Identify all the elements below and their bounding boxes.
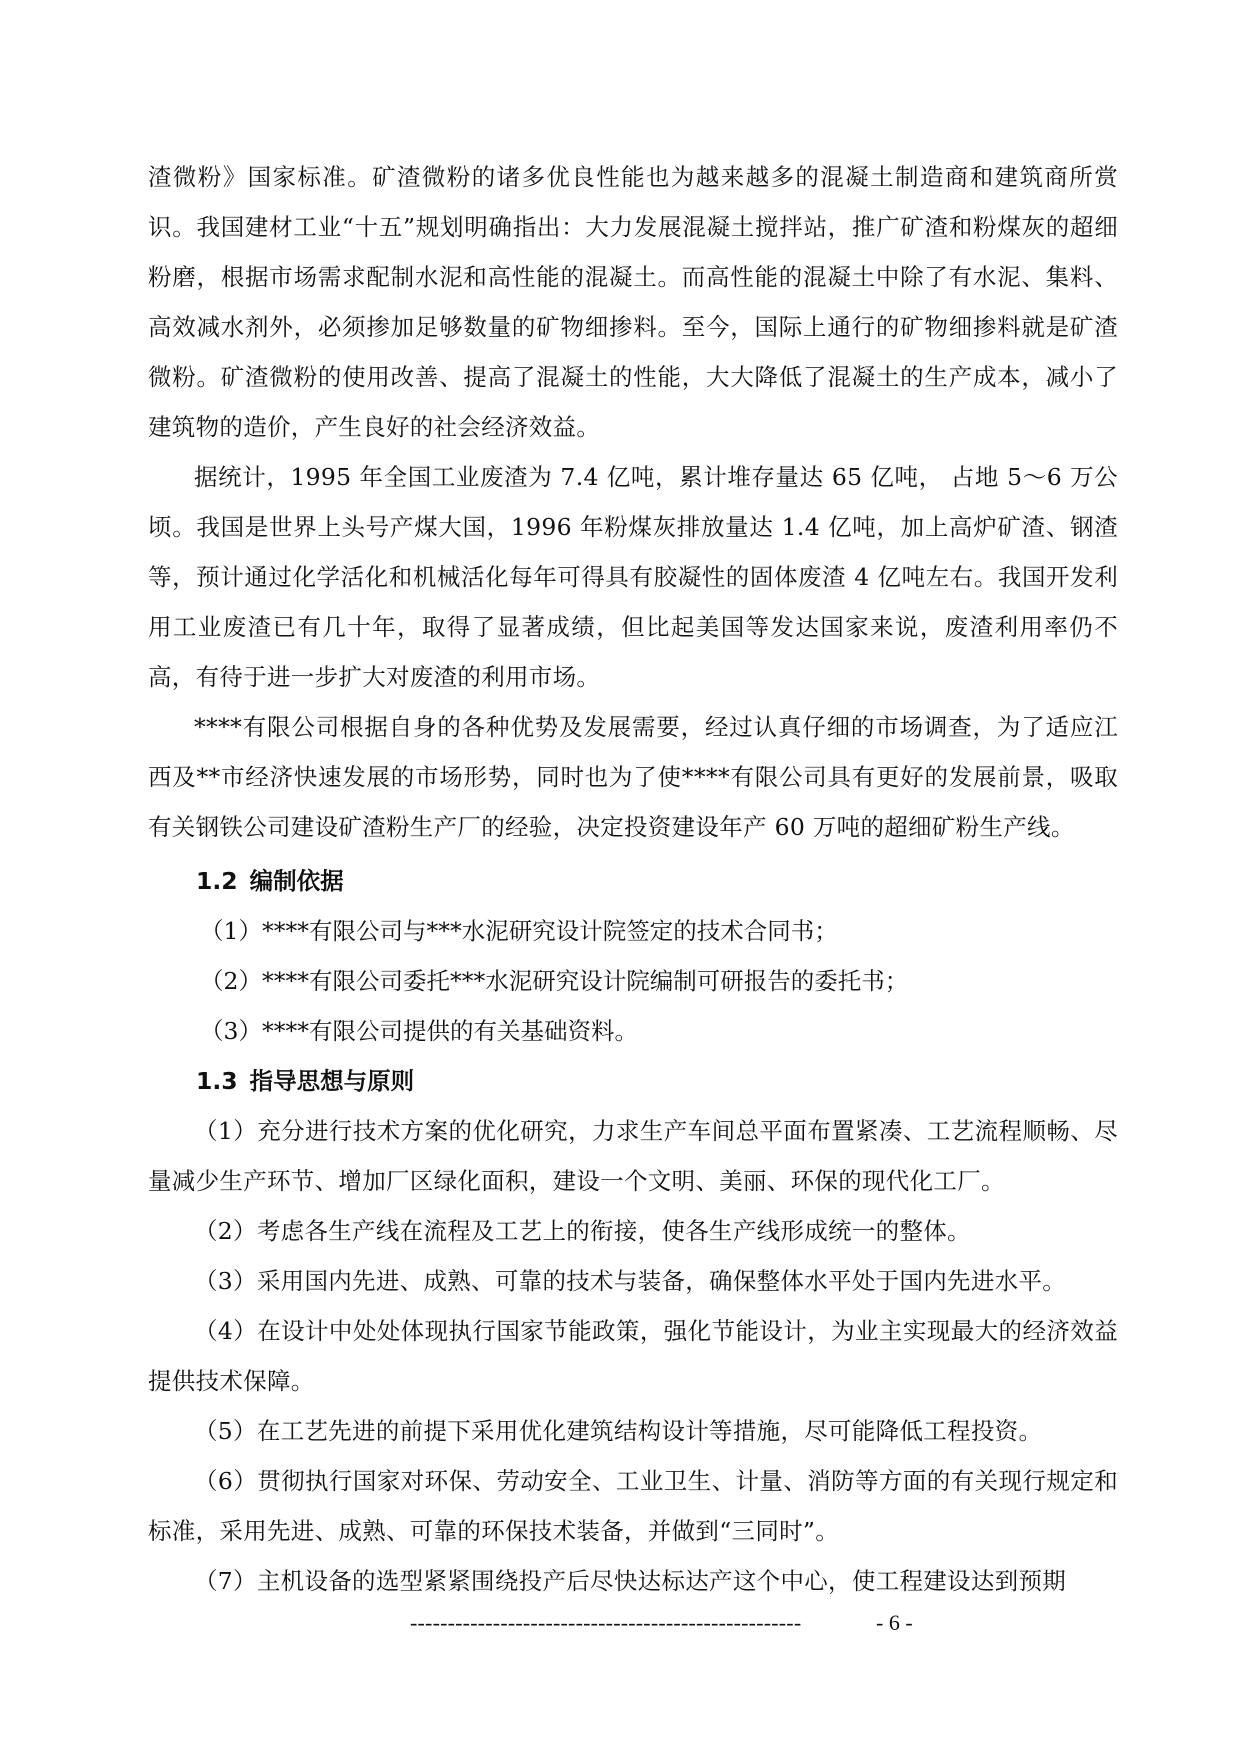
section-heading-1-2 <box>148 856 1118 906</box>
principle-item: （2）考虑各生产线在流程及工艺上的衔接，使各生产线形成统一的整体。 <box>194 1217 971 1245</box>
principle-item: （7）主机设备的选型紧紧围绕投产后尽快达标达产这个中心，使工程建设达到预期 <box>194 1567 1067 1595</box>
principle-item: （5）在工艺先进的前提下采用优化建筑结构设计等措施，尽可能降低工程投资。 <box>194 1417 1043 1445</box>
body-paragraph: 渣微粉》国家标准。矿渣微粉的诸多优良性能也为越来越多的混凝土制造商和建筑商所赏识。我国建材工业“十五”规划明确指出：大力发展混凝土搅拌站，推广矿渣和粉煤灰的超细粉磨，根据市场需求配制水泥和高性能的混凝土。而高性能的混凝土中除了有水泥、集料、高效减水剂外，必须掺加足够数量的矿物细掺料。至今，国际上通行的矿物细掺料就是矿渣微粉。矿渣微粉的使用改善、提高了混凝土的性能，大大降低了混凝土的生产成本，减小了建筑物的造价，产生良好的社会经济效益。 <box>148 163 1118 441</box>
section-title: 指导思想与原则 <box>249 1067 415 1095</box>
footer-rule: ---------------------------------------------------- <box>410 1610 802 1635</box>
body-paragraph: ****有限公司根据自身的各种优势及发展需要，经过认真仔细的市场调查，为了适应江西及**市经济快速发展的市场形势，同时也为了使****有限公司具有更好的发展前景，吸取有关钢铁公司建设矿渣粉生产厂的经验，决定投资建设年产 60 万吨的超细矿粉生产线。 <box>148 713 1118 841</box>
body-paragraph: 据统计，1995 年全国工业废渣为 7.4 亿吨，累计堆存量达 65 亿吨， 占地 5～6 万公顷。我国是世界上头号产煤大国，1996 年粉煤灰排放量达 1.4 亿吨，加上高炉矿渣、钢渣等，预计通过化学活化和机械活化每年可得具有胶凝性的固体废渣 4 亿吨左右。我国开发利用工业废渣已有几十年，取得了显著成绩，但比起美国等发达国家来说，废渣利用率仍不高，有待于进一步扩大对废渣的利用市场。 <box>148 463 1118 691</box>
principle-item: （6）贯彻执行国家对环保、劳动安全、工业卫生、计量、消防等方面的有关现行规定和标准，采用先进、成熟、可靠的环保技术装备，并做到“三同时”。 <box>148 1467 1118 1545</box>
list-item: （3）****有限公司提供的有关基础资料。 <box>200 1017 638 1045</box>
page-footer <box>0 1606 1241 1646</box>
page-number: - 6 - <box>876 1610 913 1635</box>
principle-item: （3）采用国内先进、成熟、可靠的技术与装备，确保整体水平处于国内先进水平。 <box>194 1267 1067 1295</box>
section-number: 1.2 <box>196 867 238 895</box>
list-item: （2）****有限公司委托***水泥研究设计院编制可研报告的委托书； <box>200 967 909 995</box>
list-item: （1）****有限公司与***水泥研究设计院签定的技术合同书； <box>200 917 838 945</box>
principle-item: （1）充分进行技术方案的优化研究，力求生产车间总平面布置紧凑、工艺流程顺畅、尽量减少生产环节、增加厂区绿化面积，建设一个文明、美丽、环保的现代化工厂。 <box>148 1117 1118 1195</box>
section-number: 1.3 <box>196 1067 238 1095</box>
page-content <box>148 152 1118 1606</box>
section-title: 编制依据 <box>249 867 344 895</box>
principle-item: （4）在设计中处处体现执行国家节能政策，强化节能设计，为业主实现最大的经济效益提供技术保障。 <box>148 1317 1118 1395</box>
section-heading-1-3 <box>148 1056 1118 1106</box>
